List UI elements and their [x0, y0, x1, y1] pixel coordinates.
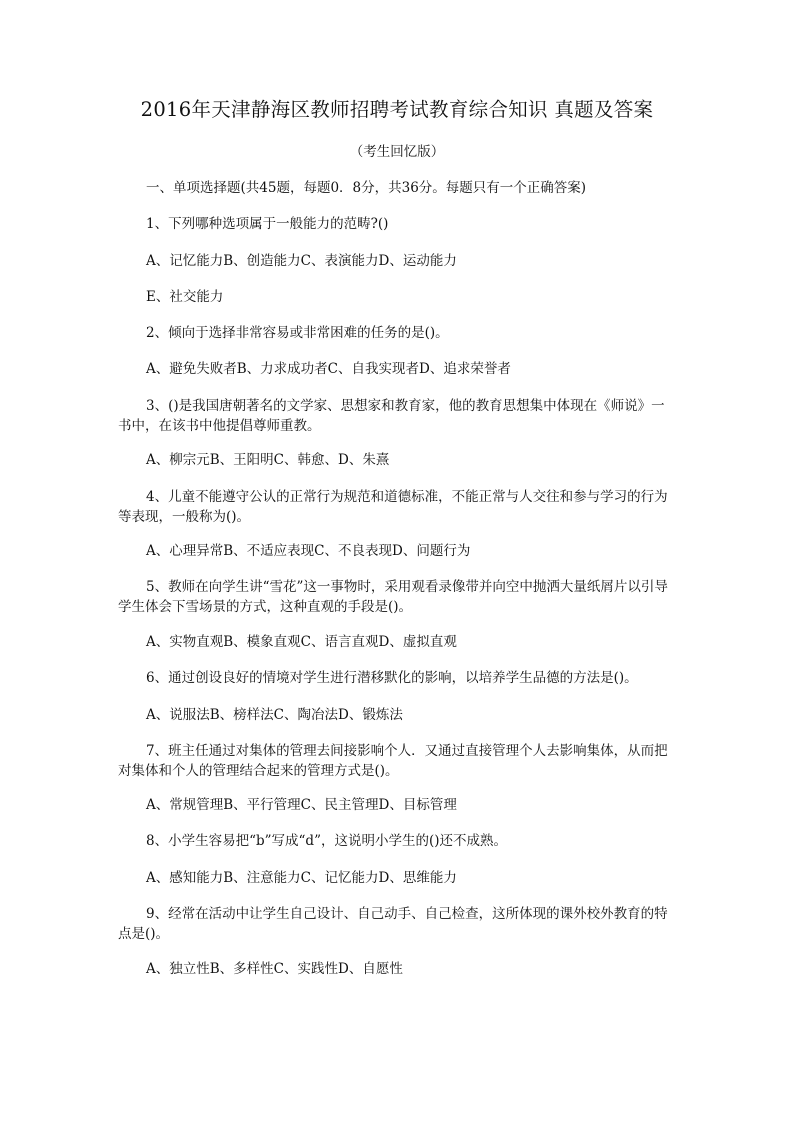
question-8-options: A、感知能力B、注意能力C、记忆能力D、思维能力 [146, 870, 457, 886]
question-9-stem: 9、经常在活动中让学生自己设计、自己动手、自己检查，这所体现的课外校外教育的特点是()。 [118, 906, 668, 942]
question-3-options: A、柳宗元B、王阳明C、韩愈、D、朱熹 [146, 452, 390, 468]
question-6-stem: 6、通过创设良好的情境对学生进行潜移默化的影响，以培养学生品德的方法是()。 [146, 670, 638, 686]
question-5-stem: 5、教师在向学生讲“雪花”这一事物时，采用观看录像带并向空中抛洒大量纸屑片以引导学生体会下雪场景的方式，这种直观的手段是()。 [118, 579, 668, 615]
question-3-stem: 3、()是我国唐朝著名的文学家、思想家和教育家，他的教育思想集中体现在《师说》一书中，在该书中他提倡尊师重教。 [118, 398, 665, 434]
question-8-stem: 8、小学生容易把“b”写成“d”，这说明小学生的()还不成熟。 [146, 833, 508, 849]
document-subtitle: （考生回忆版） [349, 144, 445, 160]
question-5-options: A、实物直观B、模象直观C、语言直观D、虚拟直观 [146, 634, 457, 650]
question-6-options: A、说服法B、榜样法C、陶冶法D、锻炼法 [146, 707, 403, 723]
question-4-options: A、心理异常B、不适应表现C、不良表现D、问题行为 [146, 543, 471, 559]
question-4-stem: 4、儿童不能遵守公认的正常行为规范和道德标准，不能正常与人交往和参与学习的行为等表现，一般称为()。 [118, 489, 668, 525]
section-heading: 一、单项选择题(共45题，每题0．8分，共36分。每题只有一个正确答案) [146, 180, 587, 196]
question-1-options-extra: E、社交能力 [146, 289, 224, 305]
question-2-options: A、避免失败者B、力求成功者C、自我实现者D、追求荣誉者 [146, 361, 511, 377]
question-1-options: A、记忆能力B、创造能力C、表演能力D、运动能力 [146, 253, 457, 269]
question-2-stem: 2、倾向于选择非常容易或非常困难的任务的是()。 [146, 325, 449, 341]
question-7-options: A、常规管理B、平行管理C、民主管理D、目标管理 [146, 797, 457, 813]
question-7-stem: 7、班主任通过对集体的管理去间接影响个人．又通过直接管理个人去影响集体，从而把对集体和个人的管理结合起来的管理方式是()。 [118, 743, 668, 779]
document-title: 2016年天津静海区教师招聘考试教育综合知识 真题及答案 [140, 98, 654, 121]
question-1-stem: 1、下列哪种选项属于一般能力的范畴?() [146, 216, 389, 232]
question-9-options: A、独立性B、多样性C、实践性D、自愿性 [146, 961, 403, 977]
